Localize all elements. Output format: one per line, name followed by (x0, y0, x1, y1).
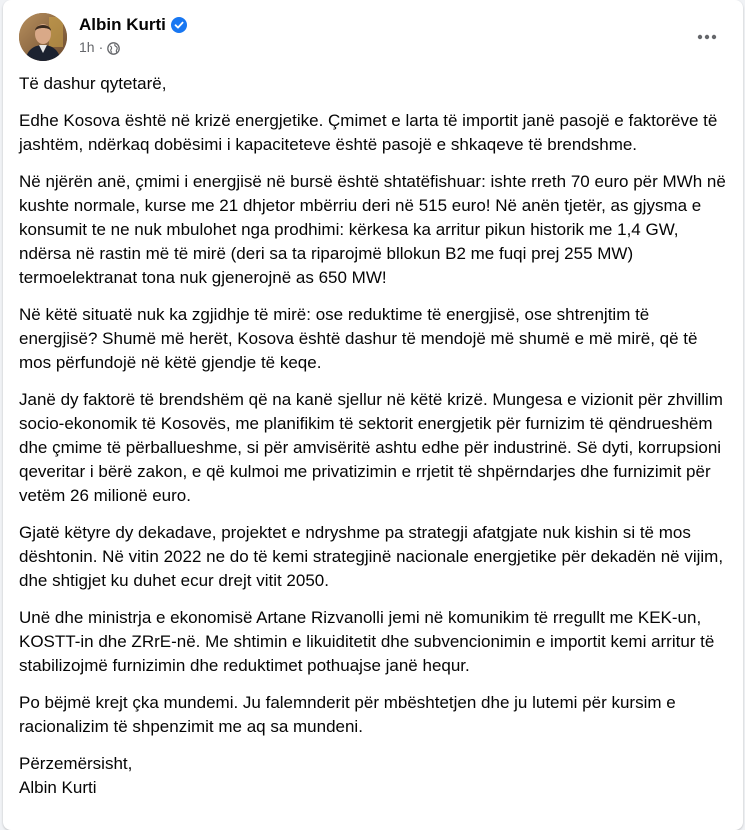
meta-separator: · (98, 39, 104, 55)
post-header (19, 13, 727, 61)
author-row (79, 14, 187, 36)
post-body (19, 72, 729, 800)
post-paragraph: Edhe Kosova është në krizë energjetike. Çmimet e larta të importit janë pasojë e faktorëve të jashtëm, ndërkaq dobësimi i kapaciteteve është pasojë e shkaqeve të brendshme. (19, 111, 718, 154)
avatar-photo (19, 13, 67, 61)
more-options-icon (697, 34, 717, 40)
author-block (79, 14, 187, 56)
post-paragraph: Të dashur qytetarë, (19, 74, 167, 93)
post-paragraph: Në këtë situatë nuk ka zgjidhje të mirë: ose reduktime të energjisë, ose shtrenjtim të energjisë? Shumë më herët, Kosova është dashur të mendojë më shumë e më mirë, që të mos përfundojë në këtë gjendje të keqe. (19, 305, 698, 372)
post-paragraph: Janë dy faktorë të brendshëm që na kanë sjellur në këtë krizë. Mungesa e vizionit për zhvillim socio-ekonomik të Kosovës, me planifikim të sektorit energjetik për furnizim të qëndrueshëm dhe çmime të përballueshme, si për amvisëritë ashtu edhe për industrinë. Së dyti, korrupsioni qeveritar i bërë zakon, e që kulmoi me privatizimin e rrjetit të shpërndarjes dhe furnizimit për vetëm 26 milionë euro. (19, 390, 723, 505)
post-paragraph: Gjatë këtyre dy dekadave, projektet e ndryshme pa strategji afatgjate nuk kishin si të mos dështonin. Në vitin 2022 ne do të kemi strategjinë nacionale energjetike për dekadën në vijim, dhe shtigjet ku duhet ecur drejt vitit 2050. (19, 523, 724, 590)
post-signature: Albin Kurti (19, 778, 97, 797)
post-paragraph: Unë dhe ministrja e ekonomisë Artane Rizvanolli jemi në komunikim të rregullt me KEK-un, KOSTT-in dhe ZRrE-në. Me shtimin e likuiditetit dhe subvencionimin e importit kemi arritur të stabilizojmë furnizimin dhe reduktimet pothuajse janë hequr. (19, 608, 715, 675)
author-name[interactable]: Albin Kurti (79, 15, 166, 34)
more-options-button[interactable] (689, 19, 725, 55)
globe-icon[interactable] (107, 41, 120, 54)
post-meta (79, 38, 187, 56)
post-paragraph: Në njërën anë, çmimi i energjisë në bursë është shtatëfishuar: ishte rreth 70 euro për MWh në kushte normale, kurse me 21 dhjetor mbërriu deri në 515 euro! Në anën tjetër, as gjysma e konsumit te ne nuk mbulohet nga prodhimi: kërkesa ka arritur pikun historik me 1,4 GW, ndërsa në rastin më të mirë (deri sa ta riparojmë bllokun B2 me fuqi prej 255 MW) termoelektranat tona nuk gjenerojnë as 650 MW! (19, 172, 726, 287)
post-card (3, 0, 743, 830)
post-timestamp[interactable]: 1h (79, 39, 95, 55)
post-closing: Përzemërsisht, (19, 754, 133, 773)
post-paragraph: Po bëjmë krejt çka mundemi. Ju falemnderit për mbështetjen dhe ju lutemi për kursim e racionalizim të shpenzimit me aq sa mundeni. (19, 693, 676, 736)
avatar[interactable] (19, 13, 67, 61)
verified-badge-icon (171, 17, 187, 33)
